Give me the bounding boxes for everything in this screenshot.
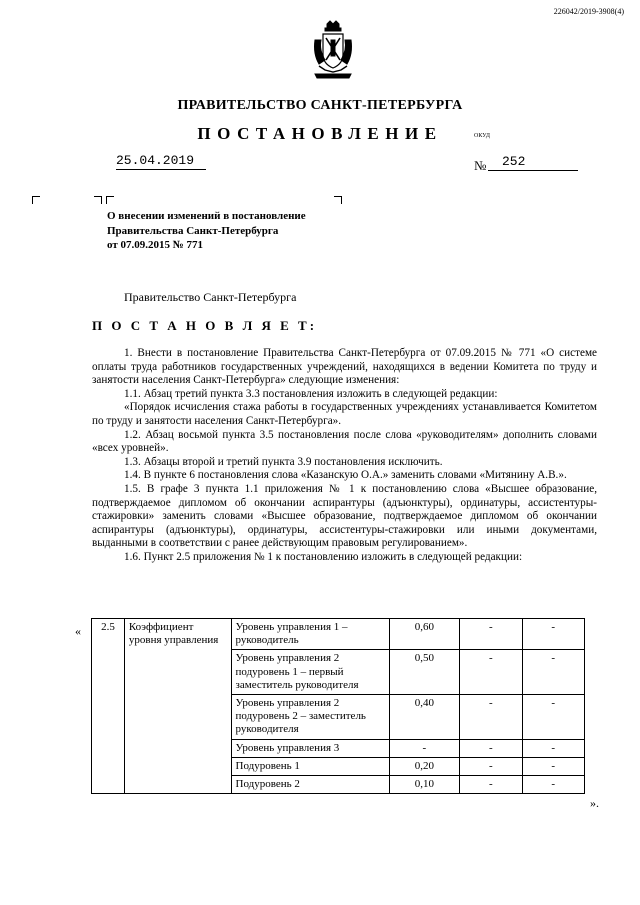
paragraph: 1.5. В графе 3 пункта 1.1 приложения № 1 к постановлению слова «Высшее образование, подтверждаемое дипломом об окончании аспирантуры (адъюнктуры), ординатуры, ассистентуры-стажировки» заменить словами «Высшее образование, подтверждаемое дипломом об окончании аспирантуры (адъюнктуры), ординатуры, ассистентуры-стажировки или иными документами, выданными в соответствии с ранее действующим правовым регулированием». xyxy=(92,482,597,550)
registration-number: 226042/2019-3908(4) xyxy=(553,7,624,16)
paragraph: 1.3. Абзацы второй и третий пункта 3.9 постановления исключить. xyxy=(124,455,443,468)
government-title: ПРАВИТЕЛЬСТВО САНКТ-ПЕТЕРБУРГА xyxy=(177,98,463,113)
dash-cell: - xyxy=(460,757,522,775)
corner-mark xyxy=(334,196,342,204)
number-label: № xyxy=(474,158,487,173)
subject-line: от 07.09.2015 № 771 xyxy=(107,239,204,251)
value-cell: 0,10 xyxy=(389,776,460,794)
corner-mark xyxy=(106,196,114,204)
document-number: 252 xyxy=(488,154,578,171)
document-body xyxy=(92,347,597,565)
value-cell: 0,40 xyxy=(389,695,460,740)
coat-of-arms-icon xyxy=(311,20,355,82)
document-subject xyxy=(107,209,367,253)
paragraph: 1. Внести в постановление Правительства Санкт-Петербурга от 07.09.2015 № 771 «О системе оплаты труда работников государственных учреждений, находящихся в ведении Комитета по труду и занятости населения Санкт-Петербурга» следующие изменения: xyxy=(92,347,597,387)
dash-cell: - xyxy=(522,757,584,775)
document-type: ПОСТАНОВЛЕНИЕ xyxy=(197,124,443,143)
value-cell: 0,50 xyxy=(389,650,460,695)
dash-cell: - xyxy=(460,619,522,650)
quote-open: « xyxy=(75,624,81,638)
dash-cell: - xyxy=(522,695,584,740)
dash-cell: - xyxy=(460,739,522,757)
dash-cell: - xyxy=(522,776,584,794)
value-cell: 0,60 xyxy=(389,619,460,650)
subject-line: О внесении изменений в постановление xyxy=(107,210,306,222)
paragraph: 1.6. Пункт 2.5 приложения № 1 к постановлению изложить в следующей редакции: xyxy=(124,550,523,563)
item-number-cell: 2.5 xyxy=(92,619,125,794)
level-cell: Уровень управления 2 подуровень 2 – заместитель руководителя xyxy=(231,695,389,740)
level-cell: Уровень управления 2 подуровень 1 – первый заместитель руководителя xyxy=(231,650,389,695)
document-date: 25.04.2019 xyxy=(116,153,206,170)
value-cell: - xyxy=(389,739,460,757)
dash-cell: - xyxy=(522,619,584,650)
corner-mark xyxy=(32,196,40,204)
dash-cell: - xyxy=(522,739,584,757)
level-cell: Уровень управления 3 xyxy=(231,739,389,757)
corner-mark xyxy=(94,196,102,204)
table-row xyxy=(92,619,585,650)
paragraph: 1.2. Абзац восьмой пункта 3.5 постановления после слова «руководителям» дополнить словами «всех уровней». xyxy=(92,428,597,455)
subject-line: Правительства Санкт-Петербурга xyxy=(107,224,279,237)
level-cell: Подуровень 1 xyxy=(231,757,389,775)
paragraph: 1.4. В пункте 6 постановления слова «Казанскую О.А.» заменить словами «Митянину А.В.». xyxy=(124,469,567,482)
item-name-cell: Коэффициент уровня управления xyxy=(124,619,231,794)
issuer: Правительство Санкт-Петербурга xyxy=(124,290,297,304)
paragraph: «Порядок исчисления стажа работы в государственных учреждениях устанавливается Комитетом по труду и занятости населения Санкт-Петербурга». xyxy=(92,401,597,427)
coefficient-table xyxy=(91,618,585,794)
quote-close: ». xyxy=(590,796,599,810)
dash-cell: - xyxy=(460,650,522,695)
dash-cell: - xyxy=(460,776,522,794)
resolves-heading: П О С Т А Н О В Л Я Е Т: xyxy=(92,318,318,333)
dash-cell: - xyxy=(522,650,584,695)
level-cell: Подуровень 2 xyxy=(231,776,389,794)
paragraph: 1.1. Абзац третий пункта 3.3 постановления изложить в следующей редакции: xyxy=(124,387,498,400)
value-cell: 0,20 xyxy=(389,757,460,775)
dash-cell: - xyxy=(460,695,522,740)
okud-label: ОКУД xyxy=(474,133,490,139)
level-cell: Уровень управления 1 – руководитель xyxy=(231,619,389,650)
